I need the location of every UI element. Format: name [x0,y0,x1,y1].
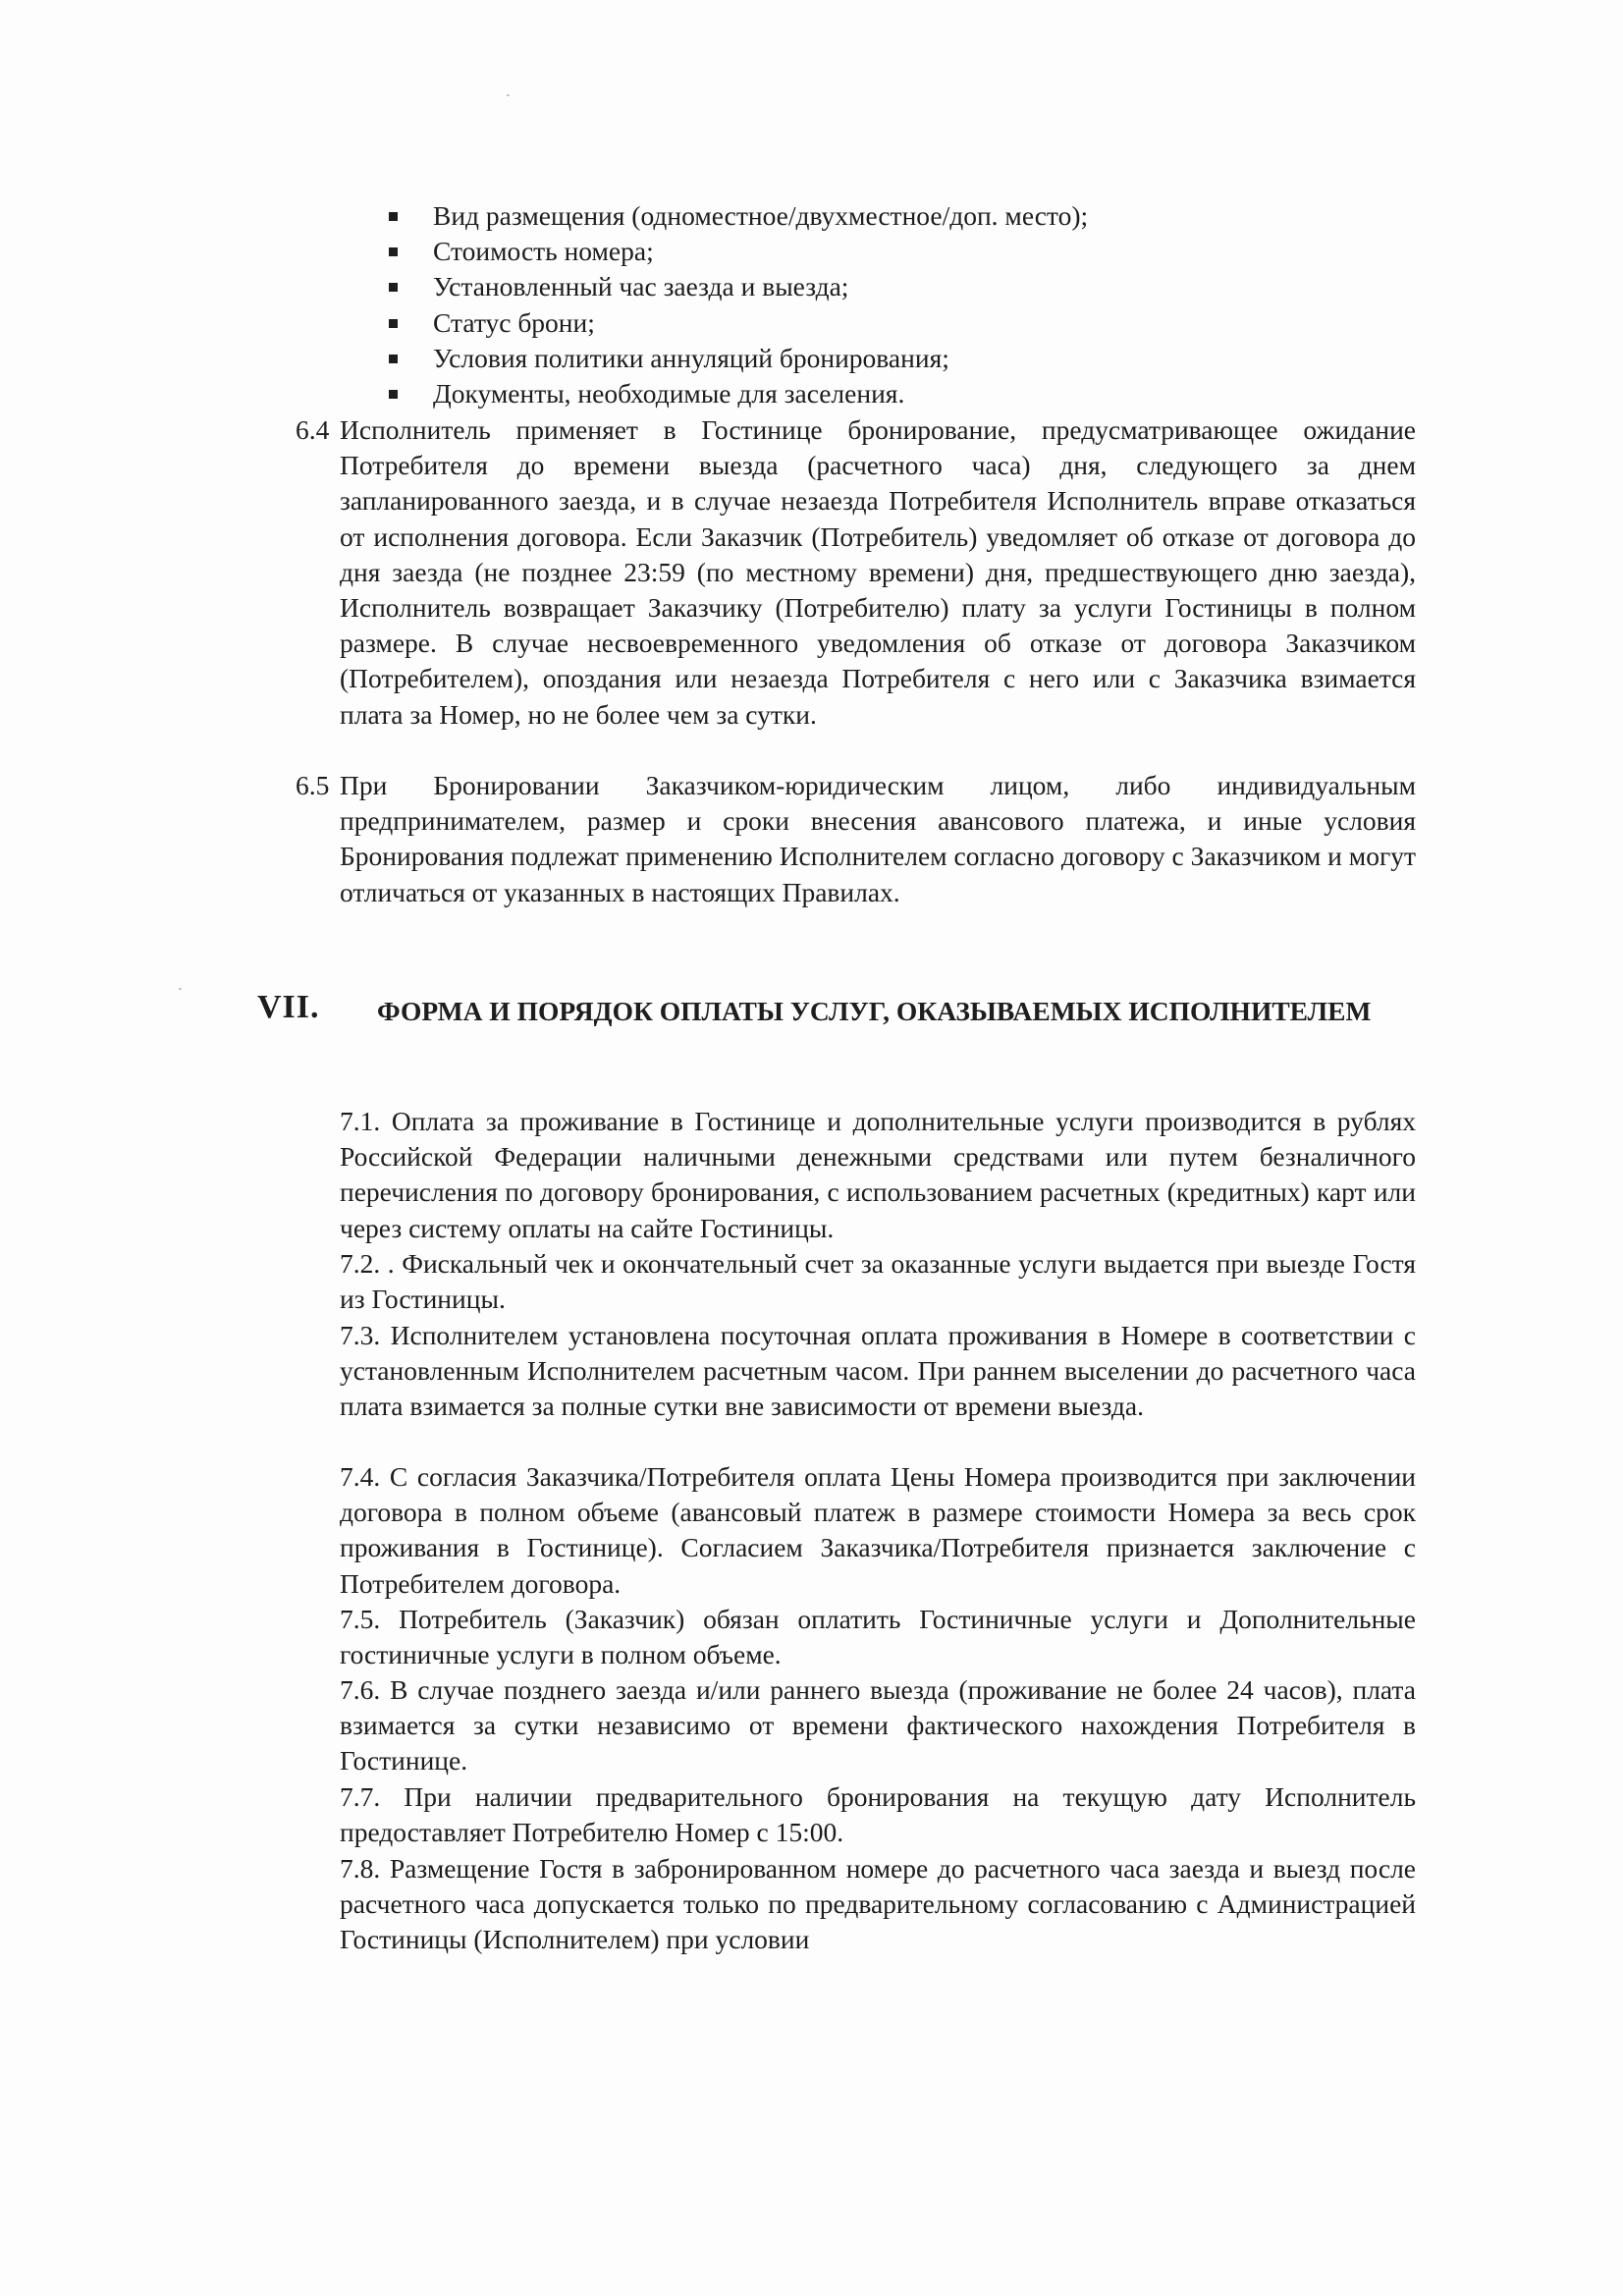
booking-info-list [386,198,1417,411]
clause-text: Исполнитель применяет в Гостинице бронирование, предусматривающее ожидание Потребителя до времени выезда (расчетного часа) дня, следующего за днем запланированного заезда, и в случае незаезда Потребителя Исполнитель вправе отказаться от исполнения договора. Если Заказчик (Потребитель) уведомляет об отказе от договора до дня заезда (не позднее 23:59 (по местному времени) дня, предшествующего дню заезда), Исполнитель возвращает Заказчику (Потребителю) плату за услуги Гостиницы в полном размере. В случае несвоевременного уведомления об отказе от договора Заказчиком (Потребителем), опоздания или незаезда Потребителя с него или с Заказчика взимается плата за Номер, но не более чем за сутки. [340,414,1416,730]
paragraph-7-7: 7.7. При наличии предварительного бронирования на текущую дату Исполнитель предоставляет Потребителю Номер с 15:00. [340,1781,1416,1848]
section-title: ФОРМА И ПОРЯДОК ОПЛАТЫ УСЛУГ, ОКАЗЫВАЕМЫХ ИСПОЛНИТЕЛЕМ [377,996,1372,1026]
paragraph-7-2: 7.2. . Фискальный чек и окончательный счет за оказанные услуги выдается при выезде Гостя из Гостиницы. [340,1248,1416,1315]
list-item: Стоимость номера; [386,234,1417,269]
square-bullet-icon [389,283,398,292]
scan-speck [507,94,510,96]
square-bullet-icon [389,319,398,328]
paragraph-7-6: 7.6. В случае позднего заезда и/или раннего выезда (проживание не более 24 часов), плата взимается за сутки независимо от времени фактического нахождения Потребителя в Гостинице. [340,1674,1416,1777]
paragraph-7-3: 7.3. Исполнителем установлена посуточная оплата проживания в Номере в соответствии с установленным Исполнителем расчетным часом. При раннем выселении до расчетного часа плата взимается за полные сутки вне зависимости от времени выезда. [340,1320,1416,1422]
list-item: Условия политики аннуляций бронирования; [386,341,1417,376]
clause-number: 6.5 [296,770,330,800]
list-item: Документы, необходимые для заселения. [386,376,1417,411]
scan-speck [179,988,182,990]
paragraph-7-8: 7.8. Размещение Гостя в забронированном номере до расчетного часа заезда и выезд после расчетного часа допускается только по предварительному согласованию с Администрацией Гостиницы (Исполнителем) при условии [340,1853,1416,1955]
clause-6-4 [296,412,1416,733]
clause-6-5 [296,768,1416,910]
square-bullet-icon [389,355,398,363]
list-item: Вид размещения (одноместное/двухместное/доп. место); [386,198,1417,234]
paragraph-7-5: 7.5. Потребитель (Заказчик) обязан оплатить Гостиничные услуги и Дополнительные гостиничные услуги в полном объеме. [340,1604,1416,1670]
clause-text: При Бронировании Заказчиком-юридическим лицом, либо индивидуальным предпринимателем, размер и сроки внесения авансового платежа, и иные условия Бронирования подлежат применению Исполнителем согласно договору с Заказчиком и могут отличаться от указанных в настоящих Правилах. [340,770,1416,907]
section-number: VII. [257,989,320,1025]
list-item: Установленный час заезда и выезда; [386,269,1417,304]
paragraph-7-1: 7.1. Оплата за проживание в Гостинице и дополнительные услуги производится в рублях Российской Федерации наличными денежными средствами или путем безналичного перечисления по договору бронирования, с использованием расчетных (кредитных) карт или через систему оплаты на сайте Гостиницы. [340,1106,1416,1243]
square-bullet-icon [389,247,398,256]
square-bullet-icon [389,212,398,221]
square-bullet-icon [389,390,398,399]
clause-number: 6.4 [296,414,330,445]
list-item: Статус брони; [386,305,1417,341]
paragraph-7-4: 7.4. С согласия Заказчика/Потребителя оплата Цены Номера производится при заключении договора в полном объеме (авансовый платеж в размере стоимости Номера за весь срок проживания в Гостинице). Согласием Заказчика/Потребителя признается заключение с Потребителем договора. [340,1461,1416,1599]
